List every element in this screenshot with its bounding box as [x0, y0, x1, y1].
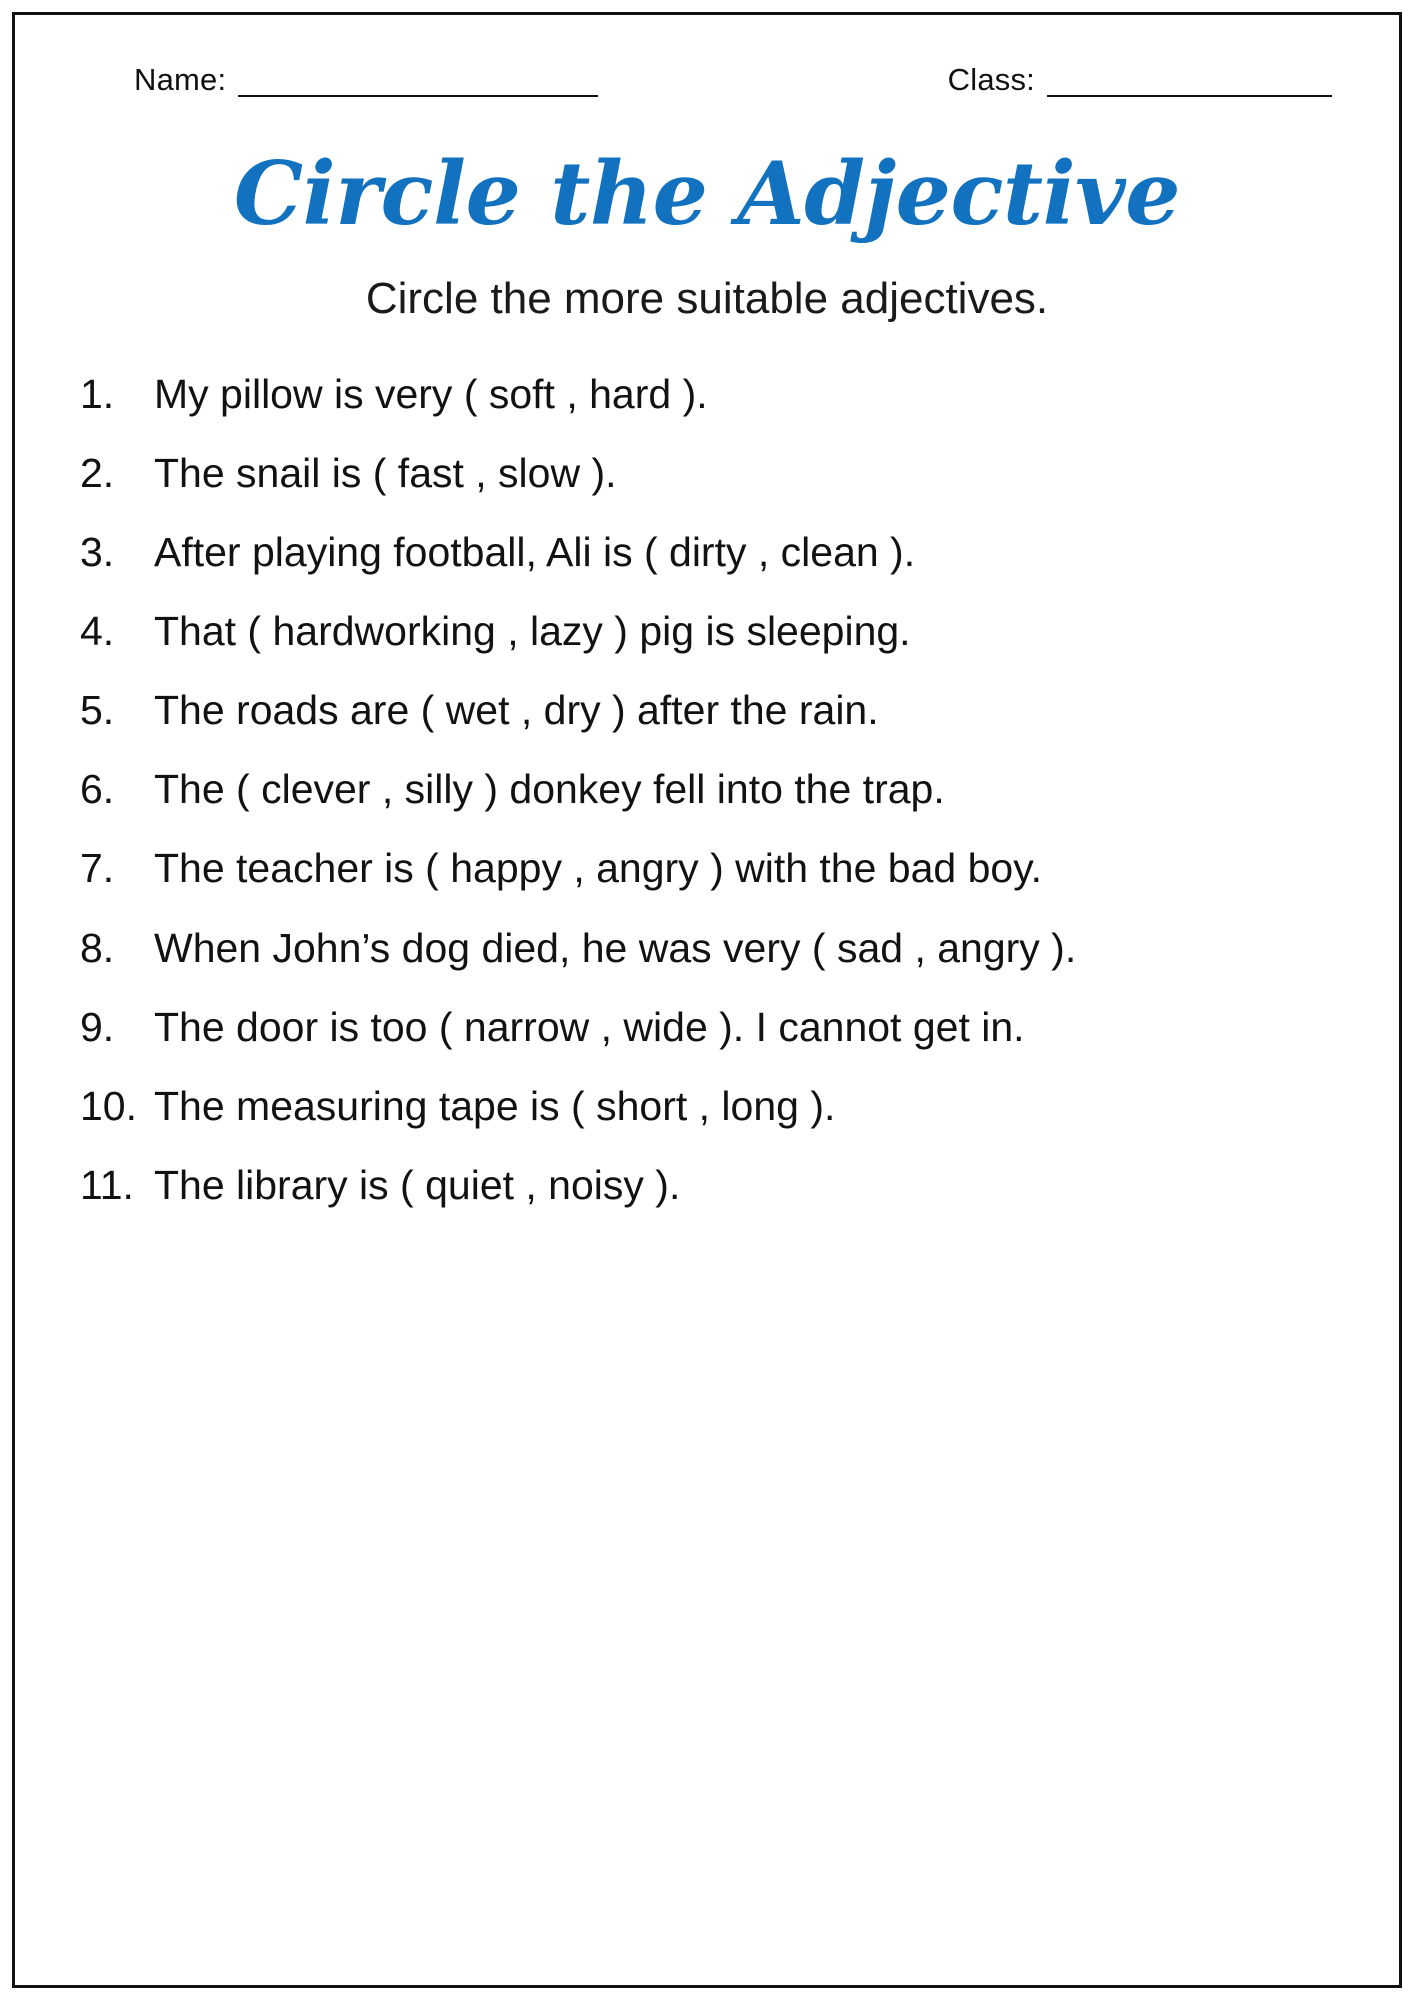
instruction-text: Circle the more suitable adjectives.	[365, 274, 1049, 324]
question-text[interactable]: The ( clever , silly ) donkey fell into the trap.	[154, 766, 945, 813]
question-list	[72, 372, 1342, 1208]
question-number: 4.	[80, 608, 115, 655]
question-number: 10.	[80, 1082, 137, 1129]
question-text[interactable]: The library is ( quiet , noisy ).	[154, 1161, 681, 1208]
class-input-line[interactable]	[1047, 65, 1332, 97]
question-number: 11.	[80, 1161, 134, 1208]
question-item	[80, 688, 1342, 733]
question-item	[80, 372, 1342, 417]
question-item	[80, 1084, 1342, 1129]
name-label: Name:	[134, 62, 227, 97]
question-item	[80, 451, 1342, 496]
question-text[interactable]: The roads are ( wet , dry ) after the rain.	[154, 687, 879, 734]
question-item	[80, 926, 1342, 971]
question-item	[80, 767, 1342, 812]
name-input-line[interactable]	[238, 65, 598, 97]
question-number: 3.	[80, 529, 115, 576]
question-number: 7.	[80, 845, 115, 892]
question-text[interactable]: After playing football, Ali is ( dirty , clean ).	[154, 529, 916, 576]
question-item	[80, 1005, 1342, 1050]
question-number: 2.	[80, 449, 115, 496]
page-content	[12, 12, 1402, 1988]
question-item	[80, 530, 1342, 575]
question-number: 9.	[80, 1003, 115, 1050]
name-field-group	[134, 64, 598, 97]
question-text[interactable]: The snail is ( fast , slow ).	[154, 449, 617, 496]
student-info-row	[72, 64, 1342, 97]
question-number: 6.	[80, 766, 115, 813]
question-text[interactable]: When John’s dog died, he was very ( sad , angry ).	[154, 924, 1077, 971]
question-text[interactable]: My pillow is very ( soft , hard ).	[154, 370, 708, 417]
class-field-group	[948, 64, 1332, 97]
question-item	[80, 1163, 1342, 1208]
question-text[interactable]: The measuring tape is ( short , long ).	[154, 1082, 836, 1129]
question-item	[80, 846, 1342, 891]
question-text[interactable]: The door is too ( narrow , wide ). I cannot get in.	[154, 1003, 1025, 1050]
question-number: 8.	[80, 924, 115, 971]
question-number: 5.	[80, 687, 115, 734]
question-item	[80, 609, 1342, 654]
question-number: 1.	[80, 370, 115, 417]
page-title: Circle the Adjective	[233, 142, 1181, 245]
question-text[interactable]: That ( hardworking , lazy ) pig is sleeping.	[154, 608, 911, 655]
class-label: Class:	[947, 62, 1035, 97]
question-text[interactable]: The teacher is ( happy , angry ) with the bad boy.	[154, 845, 1043, 892]
